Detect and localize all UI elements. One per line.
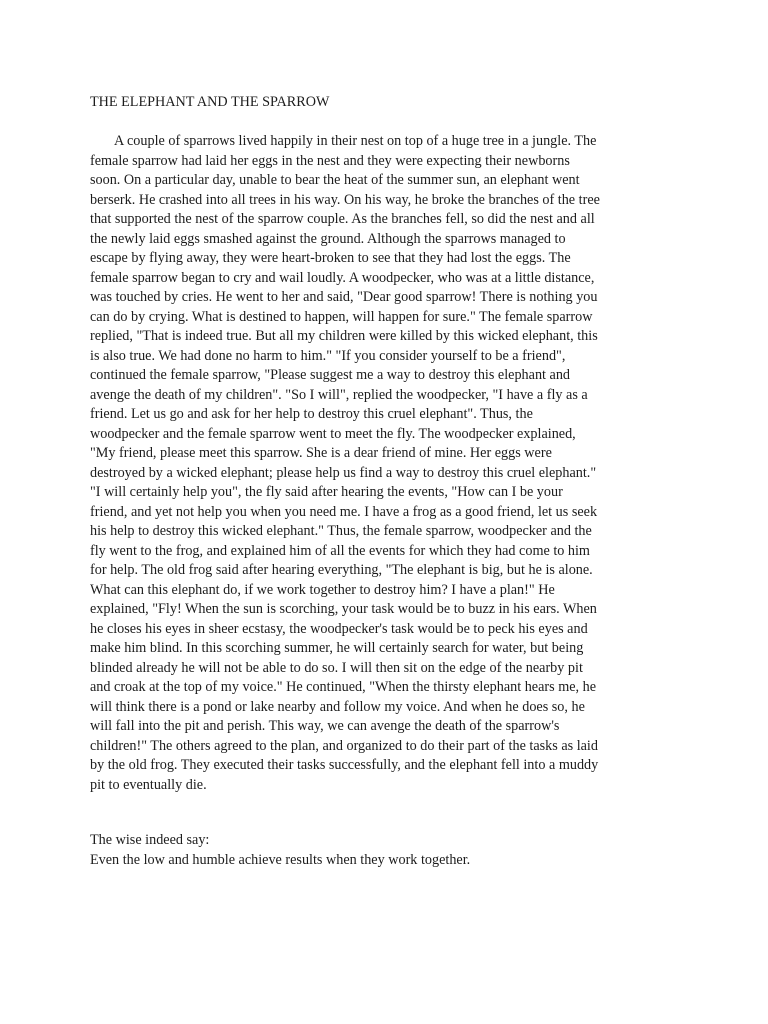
story-line: escape by flying away, they were heart-broken to see that they had lost the eggs. The: [90, 250, 571, 266]
document-page: [90, 93, 690, 870]
story-line: soon. On a particular day, unable to bear the heat of the summer sun, an elephant went: [90, 172, 580, 188]
story-line: avenge the death of my children". "So I will", replied the woodpecker, "I have a fly as a: [90, 386, 588, 403]
story-line: pit to eventually die.: [90, 776, 207, 793]
story-line: berserk. He crashed into all trees in his way. On his way, he broke the branches of the tree: [90, 191, 600, 208]
story-line: that supported the nest of the sparrow couple. As the branches fell, so did the nest and all: [90, 211, 595, 227]
story-line: is also true. We had done no harm to him." "If you consider yourself to be a friend",: [90, 347, 566, 364]
story-line: blinded already he will not be able to do so. I will then sit on the edge of the nearby pit: [90, 659, 583, 676]
story-line: fly went to the frog, and explained him of all the events for which they had come to him: [90, 542, 590, 559]
story-line: children!" The others agreed to the plan, and organized to do their part of the tasks as laid: [90, 737, 598, 754]
story-line: A couple of sparrows lived happily in their nest on top of a huge tree in a jungle. The: [114, 133, 597, 149]
moral-intro: The wise indeed say:: [90, 832, 210, 848]
story-line: friend, and yet not help you when you need me. I have a frog as a good friend, let us seek: [90, 503, 598, 520]
story-line: "I will certainly help you", the fly said after hearing the events, "How can I be your: [90, 484, 563, 500]
story-line: will think there is a pond or lake nearby and follow my voice. And when he does so, he: [90, 698, 585, 715]
story-line: the newly laid eggs smashed against the ground. Although the sparrows managed to: [90, 230, 566, 247]
story-line: "My friend, please meet this sparrow. She is a dear friend of mine. Her eggs were: [90, 445, 552, 461]
story-line: friend. Let us go and ask for her help to destroy this cruel elephant". Thus, the: [90, 406, 533, 422]
story-line: was touched by cries. He went to her and said, "Dear good sparrow! There is nothing you: [90, 289, 598, 305]
story-body: [90, 132, 690, 795]
story-line: make him blind. In this scorching summer, he will certainly search for water, but being: [90, 640, 584, 656]
story-line: and croak at the top of my voice." He continued, "When the thirsty elephant hears me, he: [90, 679, 597, 695]
story-line: What can this elephant do, if we work together to destroy him? I have a plan!" He: [90, 581, 555, 598]
story-line: can do by crying. What is destined to happen, will happen for sure." The female sparrow: [90, 308, 593, 325]
story-line: will fall into the pit and perish. This way, we can avenge the death of the sparrow's: [90, 718, 560, 734]
story-line: continued the female sparrow, "Please suggest me a way to destroy this elephant and: [90, 367, 571, 383]
story-line: for help. The old frog said after hearing everything, "The elephant is big, but he is alone.: [90, 562, 593, 578]
story-line: explained, "Fly! When the sun is scorching, your task would be to buzz in his ears. When: [90, 601, 597, 617]
story-title: THE ELEPHANT AND THE SPARROW: [90, 94, 330, 110]
story-line: female sparrow had laid her eggs in the nest and they were expecting their newborns: [90, 152, 570, 169]
story-line: his help to destroy this wicked elephant." Thus, the female sparrow, woodpecker and the: [90, 523, 592, 539]
story-line: destroyed by a wicked elephant; please help us find a way to destroy this cruel elephant.": [90, 464, 597, 481]
story-line: he closes his eyes in sheer ecstasy, the woodpecker's task would be to peck his eyes and: [90, 620, 588, 637]
story-line: by the old frog. They executed their tasks successfully, and the elephant fell into a muddy: [90, 757, 599, 773]
moral-section: [90, 831, 690, 870]
story-line: replied, "That is indeed true. But all my children were killed by this wicked elephant, this: [90, 328, 598, 344]
moral-text: Even the low and humble achieve results when they work together.: [90, 851, 471, 868]
story-line: woodpecker and the female sparrow went to meet the fly. The woodpecker explained,: [90, 425, 576, 442]
story-line: female sparrow began to cry and wail loudly. A woodpecker, who was at a little distance,: [90, 269, 595, 286]
